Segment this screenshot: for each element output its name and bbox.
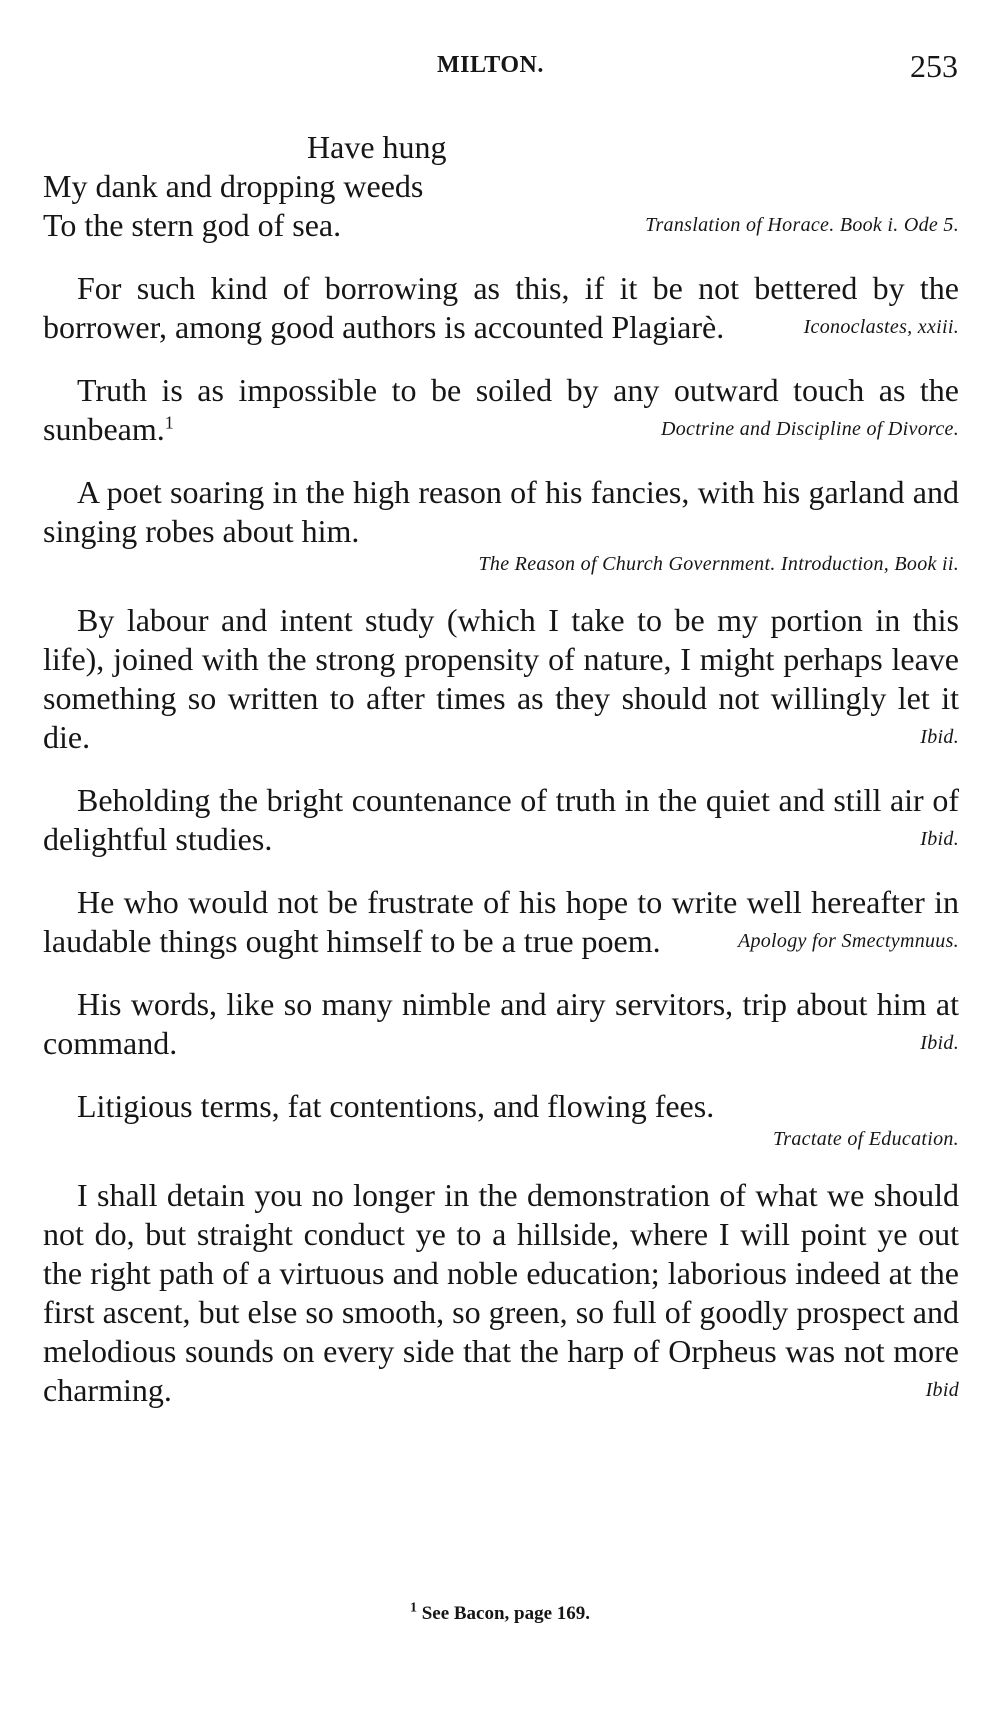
quote-citation: Doctrine and Discipline of Divorce. (660, 418, 959, 440)
quote-block (43, 1176, 959, 1410)
quote-citation: Ibid. (920, 1032, 959, 1054)
quote-block (43, 985, 959, 1063)
quote-text: Truth is as impossible to be soiled by any outward touch as the sunbeam. (43, 372, 959, 447)
verse-quote (43, 128, 959, 245)
page-content (43, 128, 959, 1410)
quote-block (43, 269, 959, 347)
footnote-marker: 1 (164, 412, 174, 433)
quote-text: Beholding the bright countenance of truth in the quiet and still air of delightful studies. (43, 782, 959, 857)
quote-block (43, 1087, 959, 1152)
footnote (0, 1600, 1000, 1625)
quote-text: His words, like so many nimble and airy servitors, trip about him at command. (43, 986, 959, 1061)
footnote-number: 1 (409, 1600, 417, 1616)
verse-line: My dank and dropping weeds (43, 168, 424, 204)
quote-block (43, 883, 959, 961)
quote-text: He who would not be frustrate of his hope to write well hereafter in laudable things ought himself to be a true poem. (43, 884, 959, 959)
page-number: 253 (910, 48, 958, 84)
quote-citation: Ibid. (920, 726, 959, 748)
quote-block (43, 601, 959, 757)
quote-text: Litigious terms, fat contentions, and flowing fees. (77, 1088, 715, 1124)
quote-citation: Tractate of Education. (772, 1128, 959, 1150)
quote-text: A poet soaring in the high reason of his fancies, with his garland and singing robes about him. (43, 474, 959, 549)
quote-citation: Ibid. (920, 828, 959, 850)
running-head: MILTON. (437, 52, 544, 78)
quote-citation: Apology for Smectymnuus. (737, 930, 959, 952)
quote-citation: The Reason of Church Government. Introduction, Book ii. (478, 553, 959, 575)
quote-block (43, 473, 959, 577)
verse-last-line (43, 206, 959, 245)
quote-block (43, 781, 959, 859)
quote-text: For such kind of borrowing as this, if it be not bettered by the borrower, among good authors is accounted Plagiarè. (43, 270, 959, 345)
quote-block (43, 371, 959, 449)
quote-text: By labour and intent study (which I take to be my portion in this life), joined with the strong propensity of nature, I might perhaps leave something so written to after times as they should not willingly let it die. (43, 602, 959, 755)
verse-line: Have hung (307, 129, 447, 165)
quote-citation: Iconoclastes, xxiii. (803, 316, 959, 338)
quote-citation: Ibid (925, 1379, 959, 1401)
quote-text: I shall detain you no longer in the demonstration of what we should not do, but straight conduct ye to a hillside, where I will point ye out the right path of a virtuous and noble education; laborious indeed at the first ascent, but else so smooth, so green, so full of goodly prospect and melodious sounds on every side that the harp of Orpheus was not more charming. (43, 1177, 959, 1408)
verse-line: To the stern god of sea. (43, 207, 342, 243)
page-header (0, 48, 1000, 92)
quote-citation: Translation of Horace. Book i. Ode 5. (645, 214, 959, 236)
footnote-text: See Bacon, page 169. (421, 1603, 591, 1624)
